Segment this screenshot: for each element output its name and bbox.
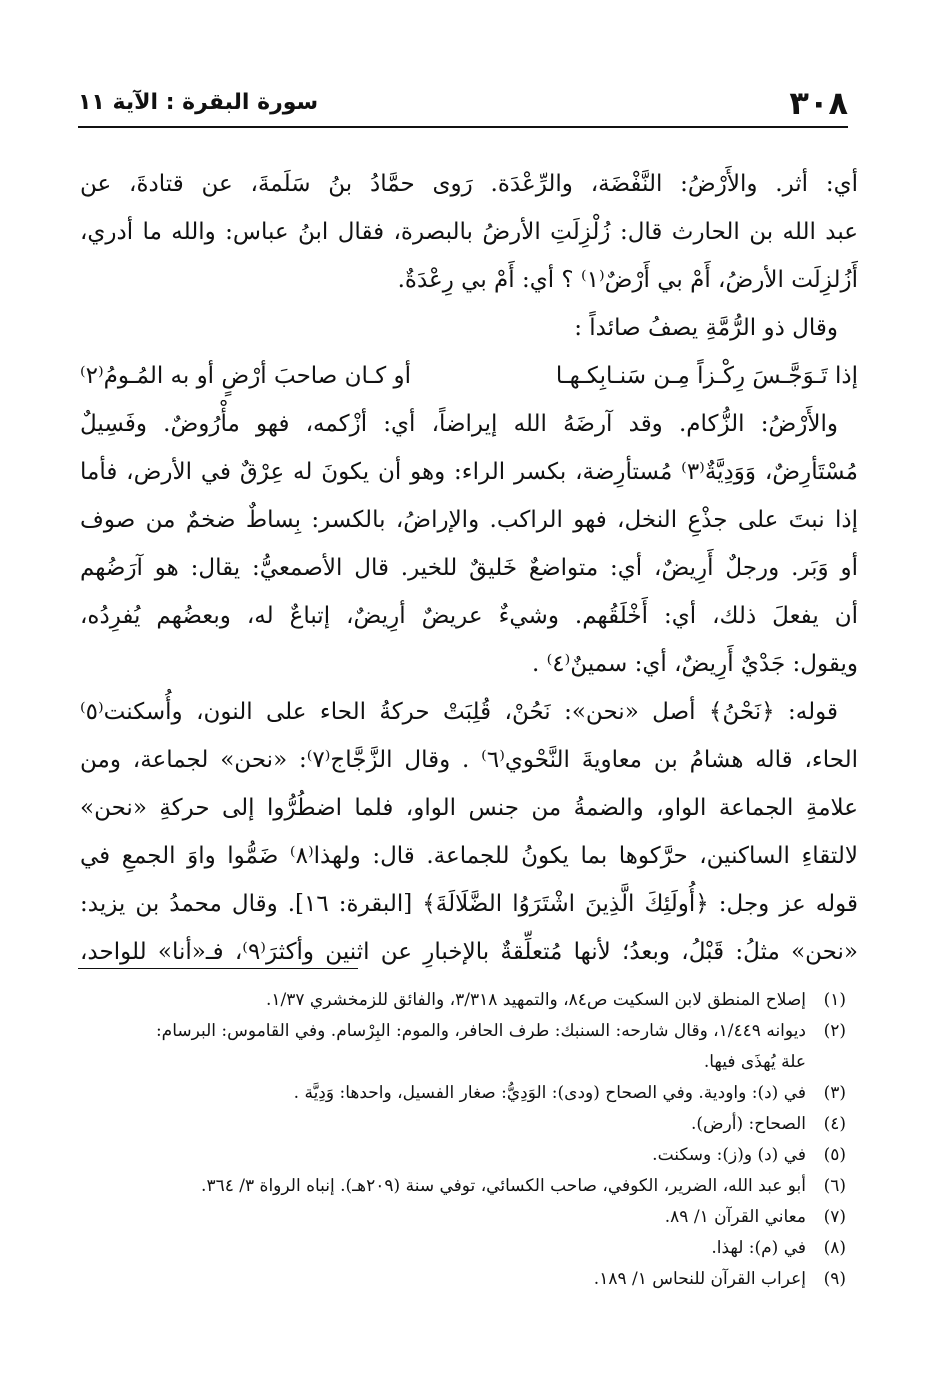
text-line: الحاء، قاله هشامُ بن معاويةَ النَّحْوي⁽٦⁾ . وقال الزَّجَّاج⁽٧⁾: «نحن» لجماعة، ومن — [80, 747, 858, 773]
footnote — [78, 1264, 846, 1295]
footnote-text: معاني القرآن ١/ ٨٩. — [664, 1207, 806, 1227]
footnote-text: أبو عبد الله، الضرير، الكوفي، صاحب الكسائي، توفي سنة (٢٠٩هـ). إنباه الرواة ٣/ ٣٦٤. — [201, 1176, 806, 1196]
poetry-verse — [80, 352, 858, 400]
page-header — [78, 82, 848, 128]
footnote-number: (٤) — [823, 1114, 846, 1134]
footnote — [78, 1016, 846, 1047]
footnote — [78, 1140, 846, 1171]
text-line: والأَرْضُ: الزُّكام. وقد آرضَهُ الله إيراضاً، أي: أزْكمه، فهو مأْرُوضٌ. وفَسِيلٌ — [80, 411, 838, 437]
footnote-number: (٨) — [823, 1238, 846, 1258]
footnote-text: في (د) و(ز): وسكنت. — [652, 1145, 806, 1165]
footnote-continuation: علة يُهذَى فيها. — [703, 1052, 806, 1072]
text-line: عبد الله بن الحارث قال: زُلْزِلَتِ الأرضُ بالبصرة، فقال ابنُ عباس: والله ما أدري، — [80, 219, 858, 245]
text-line: إذا نبتَ على جذْعِ النخل، فهو الراكب. والإراضُ، بالكسر: بِساطٌ ضخمٌ من صوف — [80, 507, 858, 533]
header-rule — [78, 126, 848, 128]
main-text — [80, 160, 858, 976]
page-number: ٣٠٨ — [789, 84, 848, 122]
footnote — [78, 985, 846, 1016]
running-title: سورة البقرة : الآية ١١ — [78, 90, 319, 115]
footnote-text: في (م): لهذا. — [711, 1238, 806, 1258]
footnote — [78, 1233, 846, 1264]
footnote-text: إعراب القرآن للنحاس ١/ ١٨٩. — [593, 1269, 806, 1289]
footnote — [78, 1109, 846, 1140]
footnote-number: (٥) — [823, 1145, 846, 1165]
text-line: أن يفعلَ ذلك، أي: أَخْلَقُهم. وشيءٌ عريضٌ أرِيضٌ، إتباعٌ له، وبعضُهم يُفرِدُه، — [80, 603, 858, 629]
footnote-number: (٦) — [823, 1176, 846, 1196]
text-line: علامةِ الجماعة الواو، والضمةُ من جنس الواو، فلما اضطُرُّوا إلى حركةِ «نحن» — [80, 795, 858, 821]
footnote-text: إصلاح المنطق لابن السكيت ص٨٤، والتمهيد ٣/٣١٨، والفائق للزمخشري ١/٣٧. — [265, 990, 806, 1010]
footnote-text: ديوانه ١/٤٤٩، وقال شارحه: السنبك: طرف الحافر، والموم: البِرْسام. وفي القاموس: البرسام: — [155, 1021, 806, 1041]
text-line: قوله: ﴿نَحْنُ﴾ أصل «نحن»: نَحُنْ، قُلِبَتْ حركةُ الحاء على النون، وأُسكنت⁽٥⁾ — [80, 699, 838, 725]
text-line: مُسْتَأرِضٌ، وَوَدِيَّةٌ⁽٣⁾ مُستأرِضة، بكسر الراء: وهو أن يكونَ له عِرْقٌ في الأرض، فأما — [80, 459, 858, 485]
footnote-separator — [78, 968, 358, 969]
text-line: «نحن» مثلُ: قَبْلُ، وبعدُ؛ لأنها مُتعلِّقةٌ بالإخبارِ عن اثنين وأكثرَ⁽٩⁾، فـ«أنا» للواحد، — [80, 939, 858, 965]
footnote-number: (٢) — [823, 1021, 846, 1041]
footnote-number: (١) — [823, 990, 846, 1010]
footnote-text: الصحاح: (أرض). — [690, 1114, 806, 1134]
footnote-number: (٣) — [823, 1083, 846, 1103]
text-line: أو وَبَر. ورجلٌ أَرِيضٌ، أي: متواضعٌ خَليقٌ للخير. قال الأصمعيُّ: يقال: هو آرَضُهم — [80, 555, 858, 581]
verse-first-hemistich: إذا تَـوَجَّـسَ رِكْـزاً مِـن سَنـابِكـهـا — [555, 363, 858, 389]
verse-second-hemistich: أو كـان صاحبَ أرْضٍ أو به المُـومُ⁽٢⁾ — [80, 363, 412, 389]
footnote-text: في (د): واودية. وفي الصحاح (ودى): الوَدِيُّ: صغار الفسيل، واحدها: وَدِيَّة . — [293, 1083, 806, 1103]
text-line: لالتقاءِ الساكنين، حرَّكوها بما يكونُ للجماعة. قال: ولهذا⁽٨⁾ ضَمُّوا واوَ الجمعِ في — [80, 843, 858, 869]
text-line: أَزُلزِلَت الأرضُ، أَمْ بي أَرْضٌ⁽١⁾ ؟ أي: أَمْ بي رِعْدَةٌ. — [397, 267, 858, 293]
verse-intro: وقال ذو الرُّمَّةِ يصفُ صائداً : — [574, 315, 838, 341]
footnote-number: (٩) — [823, 1269, 846, 1289]
footnote — [78, 1202, 846, 1233]
footnote — [78, 1171, 846, 1202]
footnote — [78, 1078, 846, 1109]
footnotes — [78, 985, 846, 1295]
text-line: أي: أثر. والأَرْضُ: النَّفْضَة، والرِّعْدَة. رَوى حمَّادُ بنُ سَلَمةَ، عن قتادةَ، عن — [80, 171, 858, 197]
footnote-number: (٧) — [823, 1207, 846, 1227]
text-line: قوله عز وجل: ﴿أُولَئِكَ الَّذِينَ اشْتَرَوُا الضَّلَالَةَ﴾ [البقرة: ١٦]. وقال محمدُ بن يزيد: — [80, 891, 858, 917]
text-line: ويقول: جَدْيٌ أَرِيضٌ، أي: سمينٌ⁽٤⁾ . — [532, 651, 858, 677]
